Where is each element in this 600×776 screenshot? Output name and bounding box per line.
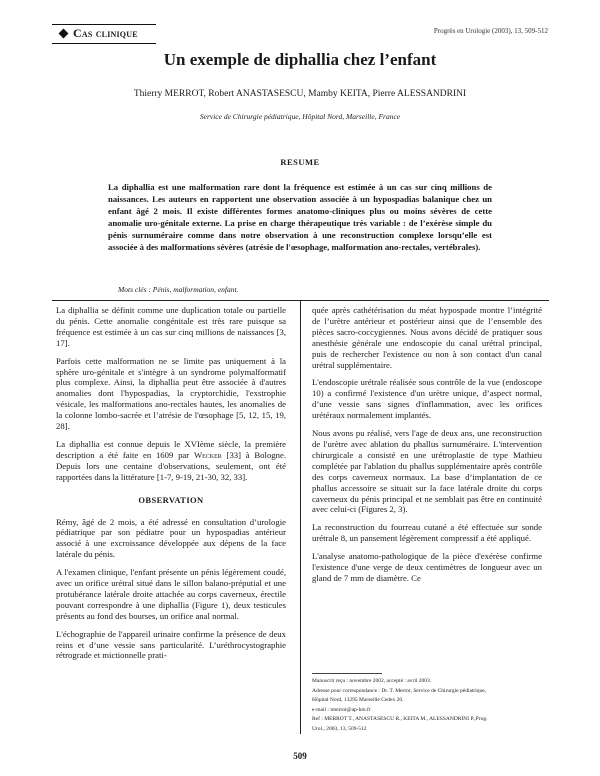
paragraph: quée après cathétérisation du méat hypospade montre l’intégrité de l’urètre antérieur et postérieur ainsi que de l’ensemble des pièces sacro-coccygiennes. Nous avons décidé de pratiquer sous anesthésie générale une endoscopie du canal urétral principal, puis de rechercher l'existence ou non à son contact d'un canal urétral supplémentaire. [312,305,542,370]
paragraph: Nous avons pu réalisé, vers l'age de deux ans, une reconstruction de l'urètre avec ablation du phallus surnuméraire. L'intervention chirurgicale a consisté en une urétroplastie de type Mathieu complétée par l'ablation du phallus supplémentaire après contrôle des corps caverneux normaux. La base d’implantation de ce phallus accessoire se situait sur la face latérale droite du corps caverneux du pénis principal et ne semblait pas être en continuité avec celui-ci (Figures 2, 3). [312,428,542,515]
footnote-divider [312,673,382,674]
footnotes [312,677,548,734]
keywords [118,285,238,294]
keywords-values: Pénis, malformation, enfant. [152,285,239,294]
observation-heading: OBSERVATION [138,494,204,505]
paragraph: Rémy, âgé de 2 mois, a été adressé en consultation d’urologie pédiatrique par son pédiatre pour un hypospadias antérieur associé à une excroissance développée aux dépens de la face latérale du pénis. [56,516,286,560]
right-column [312,305,542,591]
paragraph: L'analyse anatomo-pathologique de la pièce d'exérèse confirme l'existence d'une verge de deux centimètres de longueur avec un gland de 7 mm de diamètre. Ce [312,551,542,583]
resume-text: La diphallia est une malformation rare dont la fréquence est estimée à un cas sur cinq millions de naissances. Les auteurs en rapportent une observation associée à un hypospadias balanique chez un enfant âgé 2 mois. Il existe différentes formes anatomo-cliniques plus ou moins sévères de cette anomalie uro-génitale externe. La prise en charge thérapeutique très variable : de l’exérèse simple du pénis surnuméraire comme dans notre observation à une reconstruction complexe lorsqu’elle est associée à des malformations sévères (atrésie de l'œsophage, malformation ano-rectales, vertébrales). [108,182,492,253]
keywords-label: Mots clés : [118,285,151,294]
paragraph-text: [33] à Bologne. Depuis lors une centaine d'observations, seulement, ont été rapportées dans la littérature [1-7, 9-19, 21-30, 32, 33]. [56,449,286,482]
correspondence-address: Adresse pour correspondance : Dr. T. Merrot, Service de Chirurgie pédiatrique, [312,687,487,694]
diamond-bullet-icon [59,29,69,39]
author-list: Thierry MERROT, Robert ANASTASESCU, Mamby KEITA, Pierre ALESSANDRINI [133,89,467,99]
article-title: Un exemple de diphallia chez l’enfant [163,50,437,69]
section-tag-label: Cas clinique [73,26,138,40]
page-number: 509 [293,751,307,761]
journal-reference: Progrès en Urologie (2003), 13, 509-512 [433,27,548,35]
section-tag [52,24,156,44]
paragraph: L'endoscopie urétrale réalisée sous contrôle de la vue (endoscope 10) a confirmé l'existence d'un urètre unique, d’aspect normal, d’une vessie sans signes d'inflammation, avec les orifices urétéraux normalement implantés. [312,377,542,421]
resume-heading: RESUME [280,157,320,167]
citation-reference: Urol., 2003, 13, 509-512 [312,725,367,732]
correspondence-address: Hôpital Nord, 13295 Marseille Cedex 20. [312,697,404,703]
paragraph: La reconstruction du fourreau cutané a été effectuée sur sonde urétrale 8, un pansement légèrement compressif a été appliqué. [312,522,542,544]
citation-reference: Ref : MERROT T., ANASTASESCU R., KEITA M., ALESSANDRINI P.,Prog. [312,716,488,722]
paragraph: Parfois cette malformation ne se limite pas uniquement à la sphère uro-génitale et s'intègre à un syndrome polymalformatif plus complexe. Ainsi, la diphallia peut être associée à d'autres anomalies dont l'hypospadias, la cryptorchidie, l'exstrophie vésicale, les malformations ano-rectales hautes, les anomalies de la colonne lombo-sacrée et l’atrésie de l'œsophage [5, 12, 15, 19, 28]. [56,355,286,432]
paragraph-text: La diphallia est connue depuis le XVIème siècle, la première description a été faite en 1609 par [56,438,286,460]
email-address: e-mail : tmerrot@ap-hm.fr [312,706,371,713]
affiliation: Service de Chirurgie pédiatrique, Hôpital Nord, Marseille, France [199,112,401,121]
received-date: Manuscrit reçu : novembre 2002, accepté : avril 2003. [312,678,432,684]
paragraph: L'échographie de l'appareil urinaire confirme la présence de deux reins et d’une vessie sans particularité. L’uréthrocystographie rétrograde et mictionnelle prati- [56,628,286,661]
paragraph: La diphallia se définit comme une duplication totale ou partielle du pénis. Cette anomalie congénitale est très rare puisque sa fréquence est estimée à un cas sur cinq millions de naissances [3, 17]. [56,305,286,348]
cited-author: Wecker [193,449,222,460]
column-divider [300,300,301,734]
left-column [56,305,286,668]
paragraph: A l'examen clinique, l'enfant présente un pénis légèrement coudé, avec un orifice urétral situé dans le sillon balano-préputial et une protubérance latérale droite attachée au corps caverneux, érectile pouvant correspondre à une diphallia (Figure 1), deux testicules présents au fond des bourses, un orifice anal normal. [56,567,286,621]
paragraph [56,439,286,483]
